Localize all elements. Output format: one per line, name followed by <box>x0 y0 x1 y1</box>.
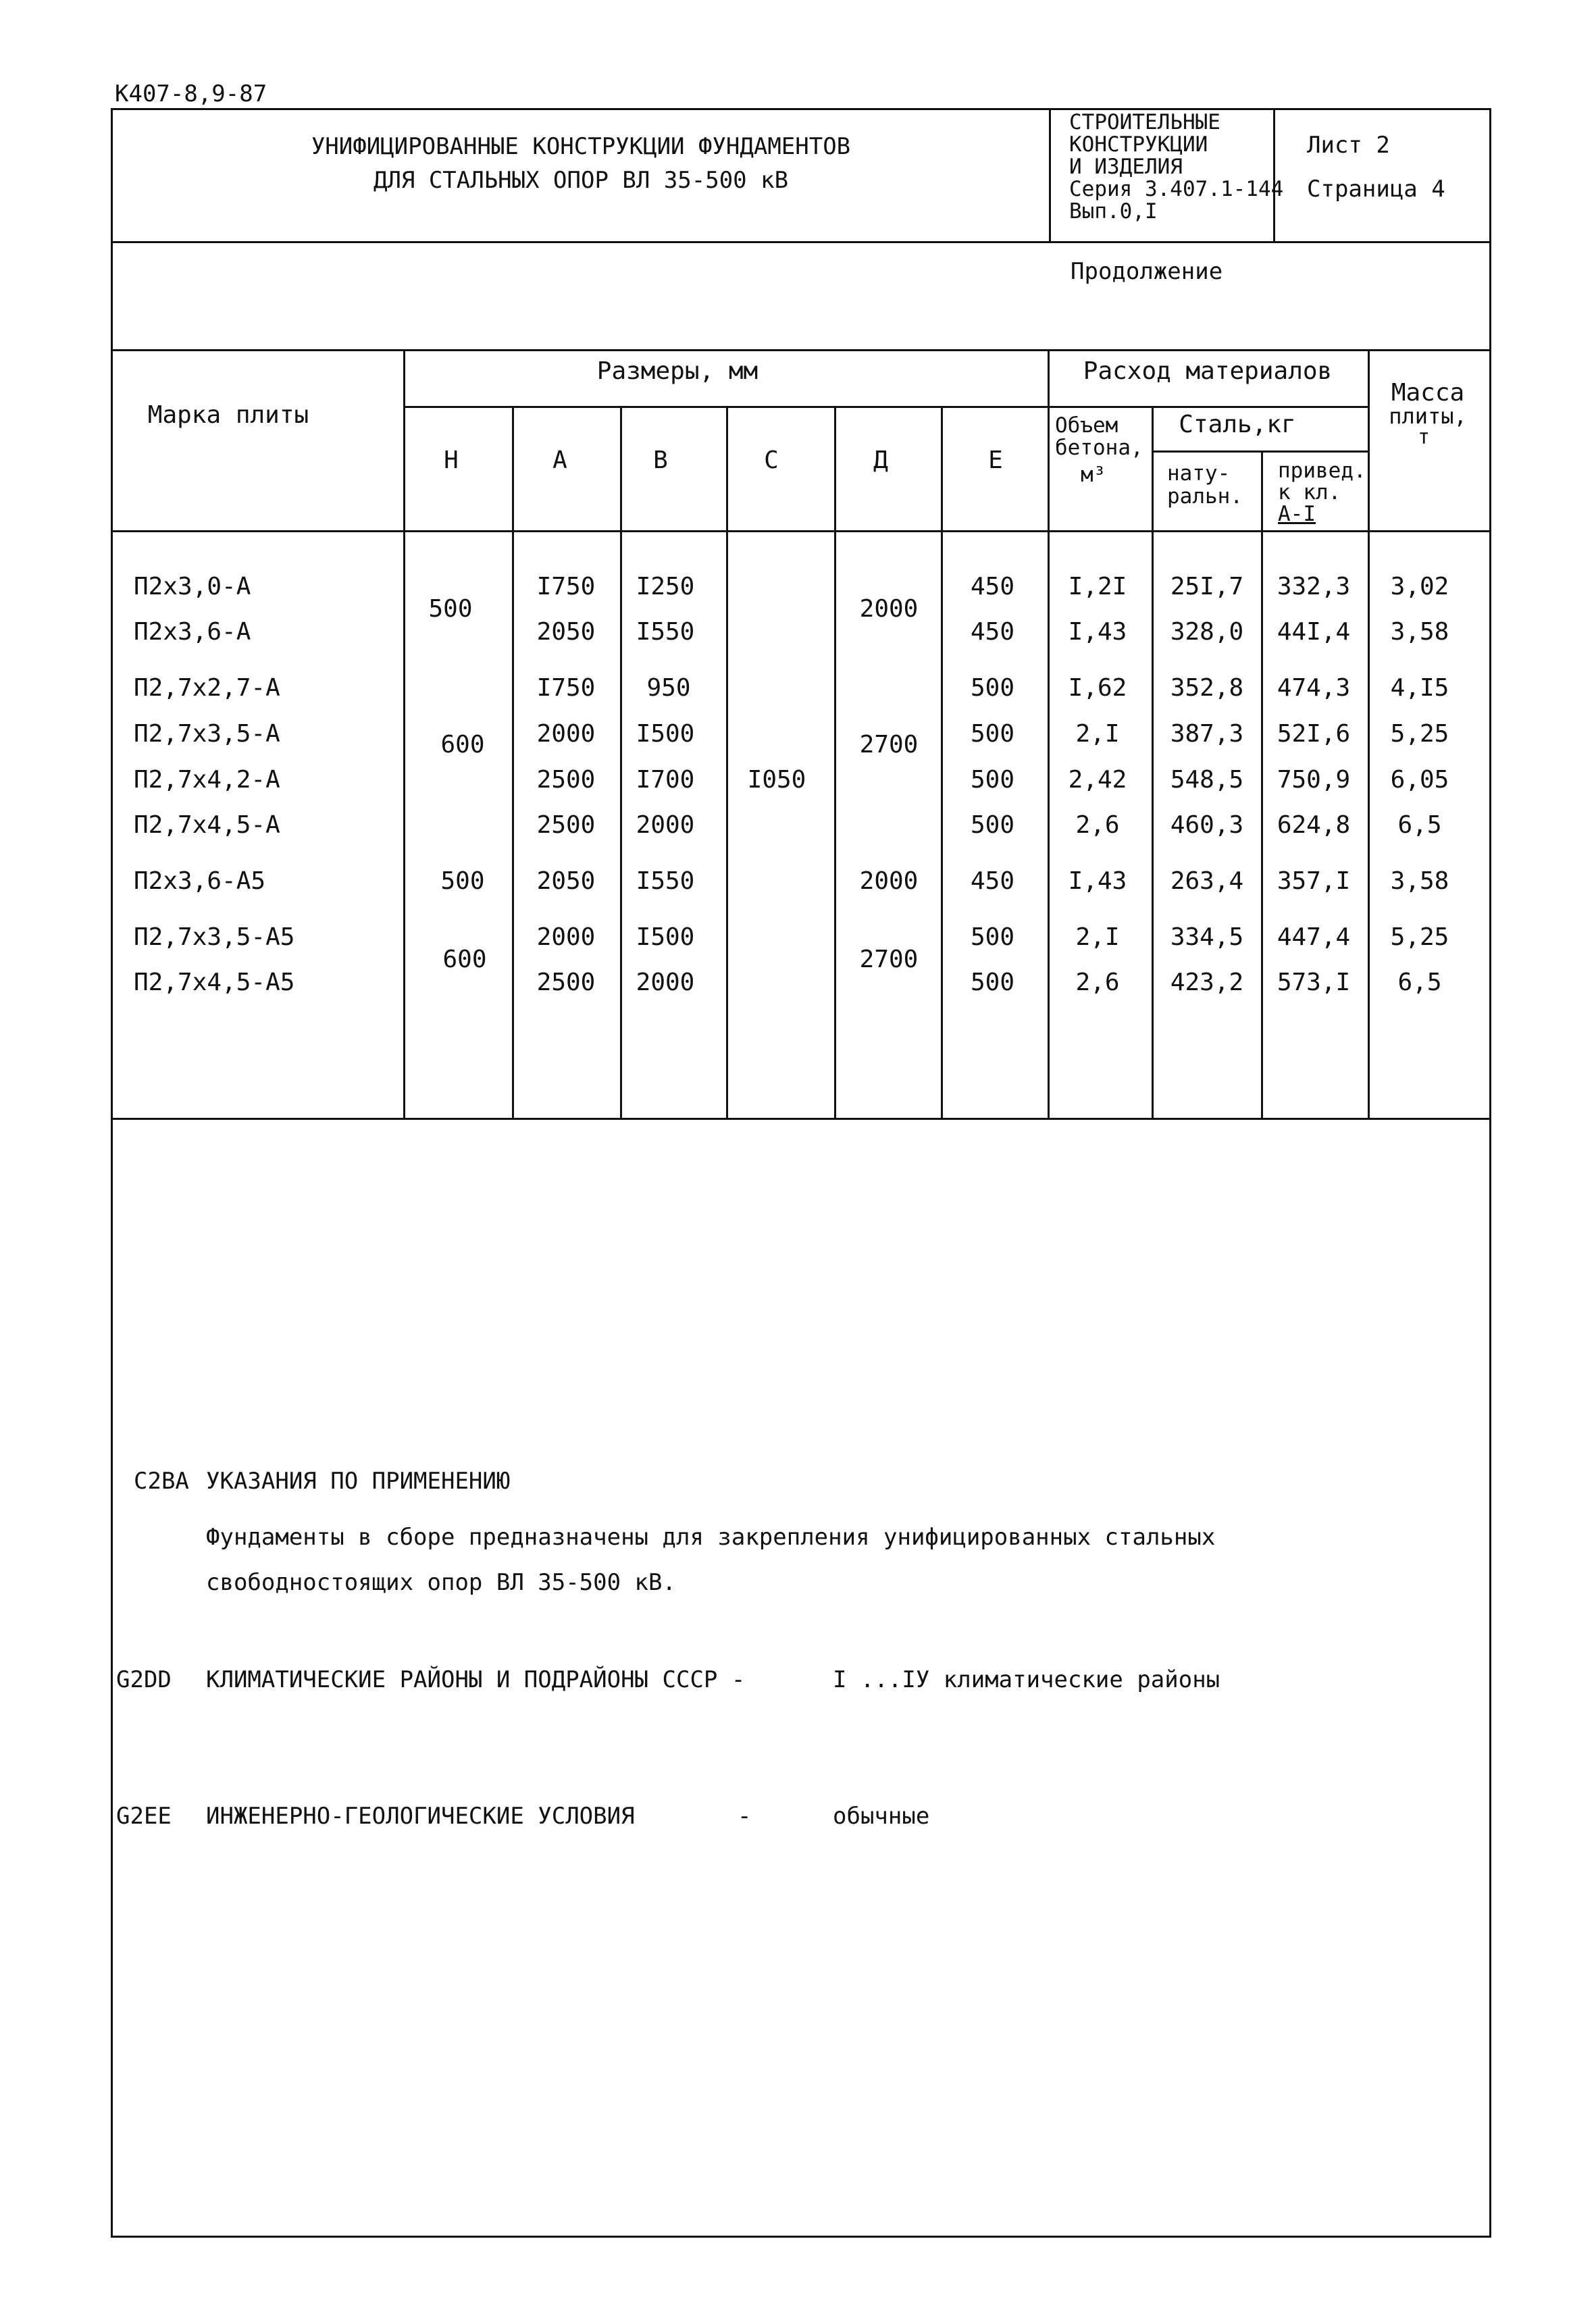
series-line1: СТРОИТЕЛЬНЫЕ <box>1069 110 1220 134</box>
cell-mark: П2,7х4,5-А <box>134 811 280 839</box>
series-issue: Вып.0,I <box>1069 199 1158 224</box>
cell-mass: 3,02 <box>1390 573 1449 600</box>
note-code-applicability: С2ВА <box>134 1468 189 1495</box>
cell-steel-reduced: 52I,6 <box>1277 720 1351 748</box>
col-header-mass-l3: т <box>1417 426 1431 449</box>
col-header-materials: Расход материалов <box>1083 357 1333 385</box>
col-header-mark: Марка плиты <box>147 401 309 429</box>
cell-h-merged: 500 <box>440 867 485 895</box>
note-text-line1: Фундаменты в сборе предназначены для закрепления унифицированных стальных <box>206 1524 1216 1551</box>
col-header-concrete-l3: м³ <box>1081 463 1106 487</box>
cell-volume: 2,6 <box>1075 811 1120 839</box>
cell-b: I550 <box>636 618 695 646</box>
cell-b: I250 <box>636 573 695 600</box>
cell-h-merged: 600 <box>440 731 485 759</box>
note-code-geology: G2EE <box>116 1803 172 1830</box>
cell-mass: 5,25 <box>1390 923 1449 951</box>
col-header-reduced-l1: привед. <box>1278 459 1366 483</box>
col-header-steel: Сталь,кг <box>1179 411 1296 438</box>
cell-volume: 2,6 <box>1075 969 1120 996</box>
series-line3: И ИЗДЕЛИЯ <box>1069 155 1183 179</box>
col-header-c: С <box>764 446 779 474</box>
col-header-a: А <box>552 446 567 474</box>
cell-mark: П2,7х3,5-А <box>134 720 280 748</box>
col-header-mass-l2: плиты, <box>1389 403 1467 429</box>
cell-steel-natural: 423,2 <box>1170 969 1244 996</box>
col-header-mass-l1: Масса <box>1391 379 1465 407</box>
col-header-reduced-l3: А-I <box>1278 502 1316 526</box>
cell-h-merged: 500 <box>428 595 473 623</box>
cell-mark: П2,7х4,2-А <box>134 766 280 794</box>
col-header-natural-l1: нату- <box>1167 461 1231 486</box>
cell-steel-reduced: 474,3 <box>1277 674 1351 702</box>
cell-mark: П2х3,0-А <box>134 573 251 600</box>
cell-mark: П2,7х4,5-А5 <box>134 969 295 996</box>
cell-e: 450 <box>970 867 1014 895</box>
col-header-h: Н <box>444 446 459 474</box>
note-dash-geology: - <box>738 1803 752 1830</box>
cell-mass: 4,I5 <box>1390 674 1449 702</box>
cell-steel-reduced: 750,9 <box>1277 766 1351 794</box>
cell-a: 2500 <box>536 766 596 794</box>
cell-a: 2000 <box>536 720 596 748</box>
sheet-number: Лист 2 <box>1307 132 1390 159</box>
cell-d-merged: 2700 <box>859 946 919 973</box>
col-header-reduced-l2: к кл. <box>1278 480 1341 505</box>
cell-volume: I,62 <box>1068 674 1127 702</box>
col-header-d: Д <box>873 446 888 474</box>
cell-mass: 5,25 <box>1390 720 1449 748</box>
cell-steel-natural: 387,3 <box>1170 720 1244 748</box>
cell-steel-natural: 460,3 <box>1170 811 1244 839</box>
series-line2: КОНСТРУКЦИИ <box>1069 132 1208 157</box>
col-header-e: Е <box>988 446 1003 474</box>
cell-b: I500 <box>636 720 695 748</box>
cell-h-merged: 600 <box>442 946 487 973</box>
cell-volume: I,43 <box>1068 867 1127 895</box>
cell-b: 950 <box>646 674 691 702</box>
cell-a: 2050 <box>536 867 596 895</box>
cell-steel-natural: 548,5 <box>1170 766 1244 794</box>
cell-mark: П2,7х3,5-А5 <box>134 923 295 951</box>
cell-steel-reduced: 447,4 <box>1277 923 1351 951</box>
col-header-sizes: Размеры, мм <box>596 357 758 385</box>
cell-steel-natural: 352,8 <box>1170 674 1244 702</box>
col-header-concrete-l1: Объем <box>1055 413 1118 438</box>
cell-e: 450 <box>970 618 1014 646</box>
cell-steel-reduced: 44I,4 <box>1277 618 1351 646</box>
cell-a: 2000 <box>536 923 596 951</box>
cell-b: I500 <box>636 923 695 951</box>
series-number: Серия 3.407.1-144 <box>1069 177 1284 201</box>
note-text-line2: свободностоящих опор ВЛ 35-500 кВ. <box>206 1569 676 1596</box>
cell-b: I700 <box>636 766 695 794</box>
cell-e: 500 <box>970 720 1014 748</box>
cell-steel-reduced: 357,I <box>1277 867 1351 895</box>
cell-mass: 3,58 <box>1390 867 1449 895</box>
cell-a: 2500 <box>536 969 596 996</box>
cell-e: 500 <box>970 969 1014 996</box>
cell-e: 500 <box>970 674 1014 702</box>
cell-b: I550 <box>636 867 695 895</box>
cell-steel-natural: 328,0 <box>1170 618 1244 646</box>
cell-volume: 2,42 <box>1068 766 1127 794</box>
col-header-concrete-l2: бетона, <box>1055 436 1143 460</box>
col-header-natural-l2: ральн. <box>1167 484 1243 509</box>
cell-a: I750 <box>536 573 596 600</box>
cell-volume: I,43 <box>1068 618 1127 646</box>
note-code-climate: G2DD <box>116 1666 172 1693</box>
cell-c-merged: I050 <box>747 766 806 794</box>
document-code: К407-8,9-87 <box>115 80 267 107</box>
cell-a: 2050 <box>536 618 596 646</box>
note-heading-climate: КЛИМАТИЧЕСКИЕ РАЙОНЫ И ПОДРАЙОНЫ СССР - <box>206 1666 746 1693</box>
cell-a: 2500 <box>536 811 596 839</box>
cell-mass: 6,05 <box>1390 766 1449 794</box>
page-number: Страница 4 <box>1307 176 1445 203</box>
cell-mass: 6,5 <box>1397 969 1442 996</box>
cell-steel-natural: 334,5 <box>1170 923 1244 951</box>
col-header-b: В <box>653 446 668 474</box>
cell-volume: 2,I <box>1075 923 1120 951</box>
cell-d-merged: 2700 <box>859 731 919 759</box>
cell-steel-reduced: 624,8 <box>1277 811 1351 839</box>
cell-mass: 6,5 <box>1397 811 1442 839</box>
cell-mass: 3,58 <box>1390 618 1449 646</box>
cell-e: 500 <box>970 811 1014 839</box>
cell-b: 2000 <box>636 969 695 996</box>
cell-d-merged: 2000 <box>859 867 919 895</box>
doc-title-line2: ДЛЯ СТАЛЬНЫХ ОПОР ВЛ 35-500 кВ <box>373 167 789 194</box>
cell-steel-reduced: 573,I <box>1277 969 1351 996</box>
note-heading-applicability: УКАЗАНИЯ ПО ПРИМЕНЕНИЮ <box>206 1468 511 1495</box>
cell-steel-reduced: 332,3 <box>1277 573 1351 600</box>
note-heading-geology: ИНЖЕНЕРНО-ГЕОЛОГИЧЕСКИЕ УСЛОВИЯ <box>206 1803 635 1830</box>
note-value-climate: I ...IУ климатические районы <box>833 1666 1220 1693</box>
cell-e: 500 <box>970 923 1014 951</box>
cell-b: 2000 <box>636 811 695 839</box>
cell-mark: П2,7х2,7-А <box>134 674 280 702</box>
cell-mark: П2х3,6-А5 <box>134 867 266 895</box>
cell-e: 450 <box>970 573 1014 600</box>
cell-d-merged: 2000 <box>859 595 919 623</box>
cell-e: 500 <box>970 766 1014 794</box>
cell-steel-natural: 25I,7 <box>1170 573 1244 600</box>
cell-steel-natural: 263,4 <box>1170 867 1244 895</box>
cell-volume: I,2I <box>1068 573 1127 600</box>
doc-title-line1: УНИФИЦИРОВАННЫЕ КОНСТРУКЦИИ ФУНДАМЕНТОВ <box>311 133 851 160</box>
continuation-label: Продолжение <box>1071 258 1223 285</box>
cell-volume: 2,I <box>1075 720 1120 748</box>
cell-a: I750 <box>536 674 596 702</box>
cell-mark: П2х3,6-А <box>134 618 251 646</box>
note-value-geology: обычные <box>833 1803 930 1830</box>
